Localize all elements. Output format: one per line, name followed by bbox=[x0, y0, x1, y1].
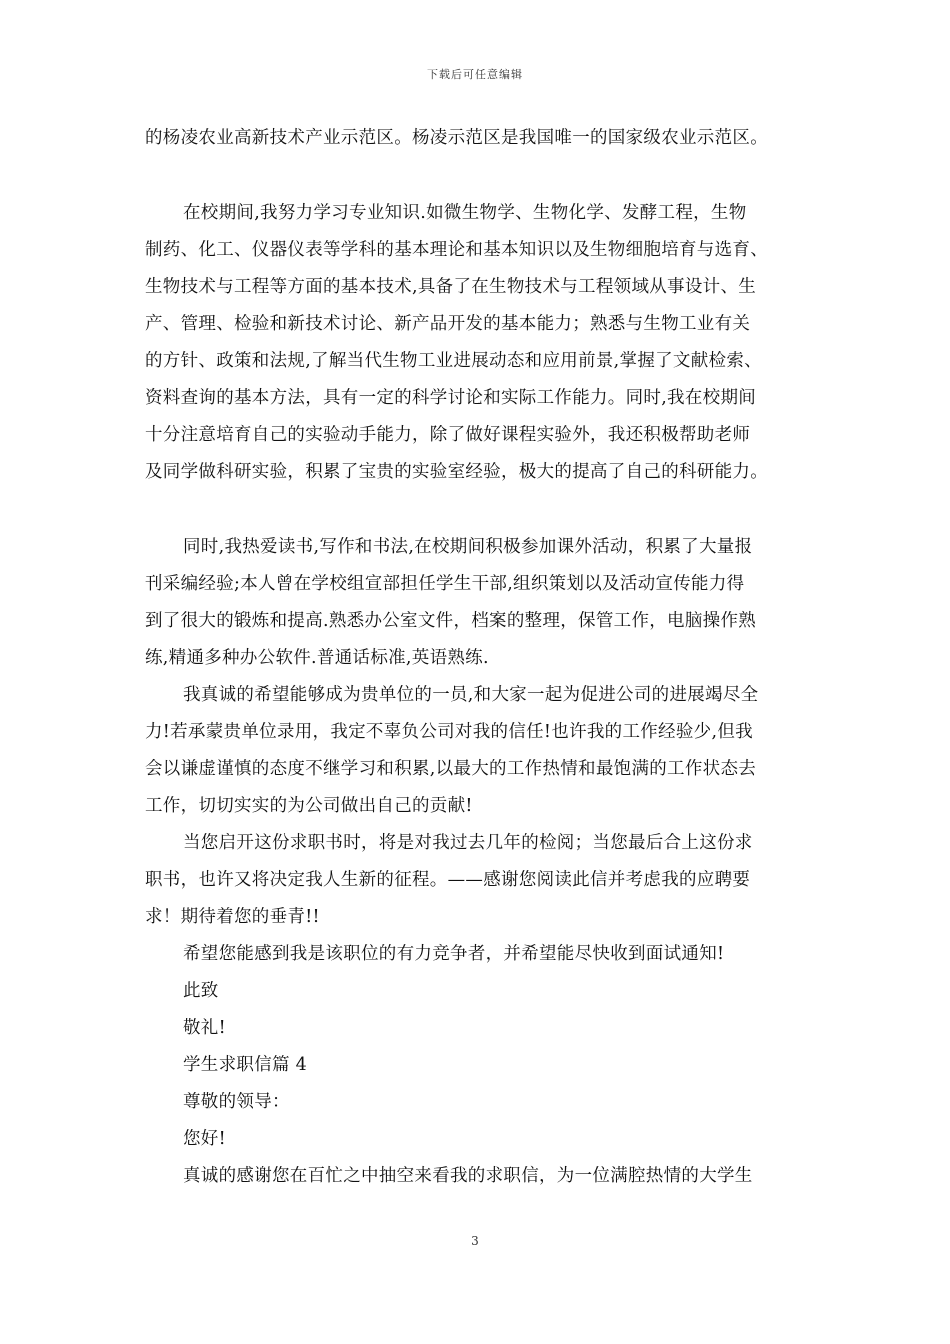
text-line: 产、管理、检验和新技术讨论、新产品开发的基本能力；熟悉与生物工业有关 bbox=[145, 314, 751, 334]
text-line: 制药、化工、仪器仪表等学科的基本理论和基本知识以及生物细胞培育与选育、 bbox=[145, 240, 768, 260]
paragraph-first-line: 我真诚的希望能够成为贵单位的一员,和大家一起为促进公司的进展竭尽全 bbox=[183, 685, 759, 705]
letter-greeting: 尊敬的领导： bbox=[183, 1092, 290, 1112]
text-line: 十分注意培育自己的实验动手能力，除了做好课程实验外，我还积极帮助老师 bbox=[145, 425, 751, 445]
text-line: 求！期待着您的垂青!! bbox=[145, 907, 320, 927]
text-line: 资料查询的基本方法，具有一定的科学讨论和实际工作能力。同时,我在校期间 bbox=[145, 388, 757, 408]
text-line: 的杨凌农业高新技术产业示范区。杨凌示范区是我国唯一的国家级农业示范区。 bbox=[145, 128, 768, 148]
paragraph-first-line: 当您启开这份求职书时，将是对我过去几年的检阅；当您最后合上这份求 bbox=[183, 833, 753, 853]
text-line: 练,精通多种办公软件.普通话标准,英语熟练. bbox=[145, 648, 489, 668]
paragraph-first-line: 真诚的感谢您在百忙之中抽空来看我的求职信，为一位满腔热情的大学生 bbox=[183, 1166, 753, 1186]
page-header: 下载后可任意编辑 bbox=[427, 68, 523, 81]
text-line: 及同学做科研实验，积累了宝贵的实验室经验，极大的提高了自己的科研能力。 bbox=[145, 462, 768, 482]
text-line: 生物技术与工程等方面的基本技术,具备了在生物技术与工程领域从事设计、生 bbox=[145, 277, 757, 297]
text-line: 会以谦虚谨慎的态度不继学习和积累,以最大的工作热情和最饱满的工作状态去 bbox=[145, 759, 757, 779]
text-line: 希望您能感到我是该职位的有力竞争者，并希望能尽快收到面试通知! bbox=[183, 944, 725, 964]
paragraph-first-line: 在校期间,我努力学习专业知识.如微生物学、生物化学、发酵工程，生物 bbox=[183, 203, 747, 223]
text-line: 的方针、政策和法规,了解当代生物工业进展动态和应用前景,掌握了文献检索、 bbox=[145, 351, 762, 371]
section-title: 学生求职信篇 4 bbox=[183, 1055, 308, 1075]
letter-hello: 您好! bbox=[183, 1129, 226, 1149]
text-line: 刊采编经验;本人曾在学校组宣部担任学生干部,组织策划以及活动宣传能力得 bbox=[145, 574, 745, 594]
page-number: 3 bbox=[471, 1234, 479, 1248]
closing-regards: 敬礼! bbox=[183, 1018, 226, 1038]
text-line: 力!若承蒙贵单位录用，我定不辜负公司对我的信任!也许我的工作经验少,但我 bbox=[145, 722, 753, 742]
text-line: 到了很大的锻炼和提高.熟悉办公室文件，档案的整理，保管工作，电脑操作熟 bbox=[145, 611, 757, 631]
paragraph-first-line: 同时,我热爱读书,写作和书法,在校期间积极参加课外活动，积累了大量报 bbox=[183, 537, 753, 557]
text-line: 职书，也许又将决定我人生新的征程。——感谢您阅读此信并考虑我的应聘要 bbox=[145, 870, 751, 890]
closing-salutation: 此致 bbox=[183, 981, 219, 1001]
text-line: 工作，切切实实的为公司做出自己的贡献! bbox=[145, 796, 473, 816]
